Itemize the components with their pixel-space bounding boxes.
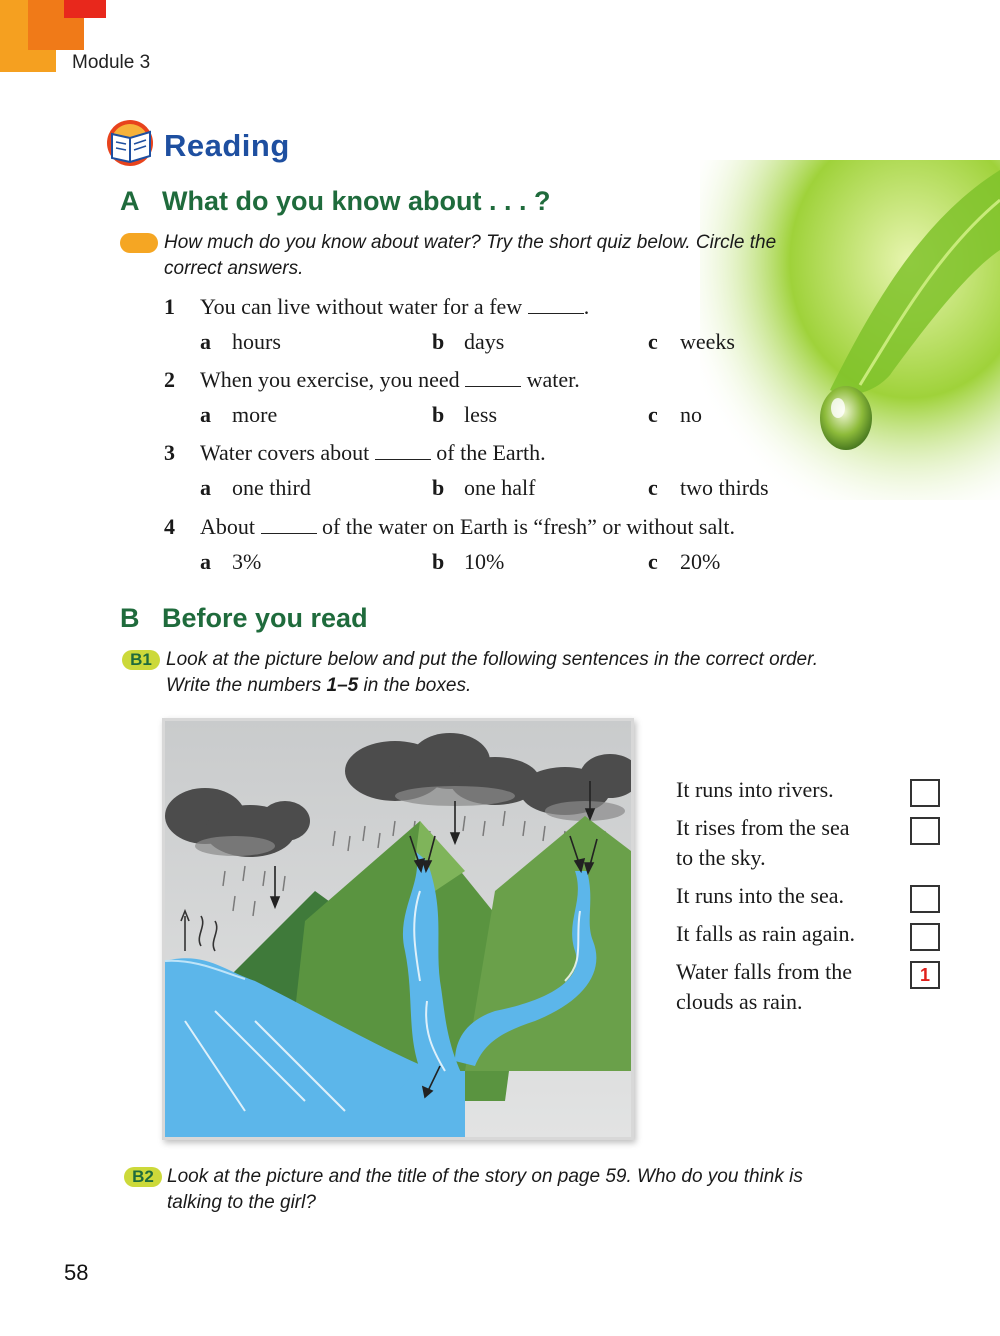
order-sentence: [676, 957, 896, 1017]
order-sentence: [676, 775, 896, 805]
option-text: hours: [232, 329, 281, 354]
instruction-text: Write the numbers: [166, 675, 327, 696]
question-number: 2: [164, 367, 175, 392]
sentence-line: to the sky.: [676, 845, 766, 870]
instruction-line: Look at the picture below and put the following sentences in the correct order.: [166, 649, 819, 670]
option-letter: c: [648, 402, 658, 427]
option-text: 10%: [464, 549, 505, 574]
option-letter: a: [200, 329, 211, 354]
question-text: When you exercise, you need: [200, 367, 460, 392]
quiz-option[interactable]: [200, 475, 311, 501]
option-letter: b: [432, 402, 445, 427]
order-sentence: [676, 881, 896, 911]
section-b-heading: [120, 603, 368, 634]
header-corner-block: [64, 0, 106, 18]
water-cycle-picture: [162, 718, 634, 1140]
option-text: one half: [464, 475, 536, 500]
order-sentence: [676, 919, 896, 949]
section-title: What do you know about . . . ?: [162, 186, 551, 216]
quiz-question: [164, 514, 735, 540]
option-letter: c: [648, 475, 658, 500]
sentence-line: It runs into the sea.: [676, 883, 845, 908]
leaf-waterdrop-illustration: [700, 160, 1000, 500]
b1-instruction: [166, 647, 906, 699]
quiz-option[interactable]: [432, 475, 535, 501]
quiz-option[interactable]: [648, 402, 702, 428]
question-text-end: of the Earth.: [436, 440, 546, 465]
instruction-line: [166, 673, 906, 699]
module-label: Module 3: [72, 52, 151, 73]
instruction-line: Look at the picture and the title of the story on page 59. Who do you think is: [167, 1166, 803, 1187]
option-letter: b: [432, 549, 445, 574]
quiz-option[interactable]: [432, 549, 504, 575]
option-letter: a: [200, 475, 211, 500]
option-letter: a: [200, 402, 211, 427]
order-answer-box[interactable]: [910, 817, 940, 845]
water-cycle-illustration: [165, 721, 631, 1137]
question-text-end: .: [583, 294, 590, 319]
section-title: Before you read: [162, 603, 368, 633]
question-text: About: [200, 514, 255, 539]
b1-tag: B1: [122, 650, 160, 670]
order-answer-box[interactable]: [910, 885, 940, 913]
quiz-question: [164, 440, 546, 466]
sentence-line: It runs into rivers.: [676, 777, 834, 802]
order-answer-box[interactable]: [910, 923, 940, 951]
option-text: no: [680, 402, 702, 427]
option-text: days: [464, 329, 505, 354]
option-letter: b: [432, 475, 445, 500]
question-number: 1: [164, 294, 175, 319]
order-answer-box[interactable]: [910, 779, 940, 807]
section-letter: A: [120, 186, 140, 216]
answer-blank[interactable]: [375, 441, 431, 460]
option-text: weeks: [680, 329, 735, 354]
section-letter: B: [120, 603, 140, 633]
question-text-end: water.: [526, 367, 580, 392]
quiz-question: [164, 294, 589, 320]
quiz-option[interactable]: [432, 329, 504, 355]
option-letter: b: [432, 329, 445, 354]
reading-title: Reading: [164, 128, 290, 163]
answer-blank[interactable]: [261, 515, 317, 534]
instruction-text: in the boxes.: [358, 675, 472, 696]
option-text: more: [232, 402, 278, 427]
instruction-bold: 1–5: [326, 675, 359, 696]
b2-instruction: [167, 1164, 907, 1216]
option-text: 3%: [232, 549, 262, 574]
quiz-option[interactable]: [432, 402, 497, 428]
order-answer-box[interactable]: 1: [910, 961, 940, 989]
option-text: 20%: [680, 549, 721, 574]
sentence-line: Water falls from the: [676, 959, 852, 984]
option-text: one third: [232, 475, 311, 500]
answer-blank[interactable]: [528, 295, 584, 314]
sentence-line: It rises from the sea: [676, 815, 850, 840]
question-text-end: of the water on Earth is “fresh” or without salt.: [322, 514, 735, 539]
question-number: 3: [164, 440, 175, 465]
instruction-line: talking to the girl?: [167, 1192, 316, 1213]
quiz-question: [164, 367, 580, 393]
option-letter: c: [648, 329, 658, 354]
option-letter: c: [648, 549, 658, 574]
instruction-line: How much do you know about water? Try the short quiz below. Circle the: [164, 232, 777, 253]
page-number: 58: [64, 1260, 89, 1285]
question-number: 4: [164, 514, 175, 539]
sentence-line: clouds as rain.: [676, 989, 803, 1014]
quiz-option[interactable]: [648, 475, 769, 501]
book-icon: [104, 118, 158, 168]
quiz-option[interactable]: [648, 549, 720, 575]
section-a-heading: [120, 186, 550, 217]
b2-tag: B2: [124, 1167, 162, 1187]
instruction-line: correct answers.: [164, 258, 304, 279]
quiz-option[interactable]: [648, 329, 735, 355]
order-sentence: [676, 813, 896, 873]
option-letter: a: [200, 549, 211, 574]
question-text: Water covers about: [200, 440, 370, 465]
sentence-line: It falls as rain again.: [676, 921, 855, 946]
quiz-option[interactable]: [200, 329, 281, 355]
quiz-option[interactable]: [200, 549, 261, 575]
quiz-option[interactable]: [200, 402, 277, 428]
option-text: two thirds: [680, 475, 769, 500]
answer-blank[interactable]: [465, 368, 521, 387]
section-a-instruction: [164, 230, 884, 282]
option-text: less: [464, 402, 497, 427]
instruction-tag: [120, 233, 158, 253]
question-text: You can live without water for a few: [200, 294, 523, 319]
